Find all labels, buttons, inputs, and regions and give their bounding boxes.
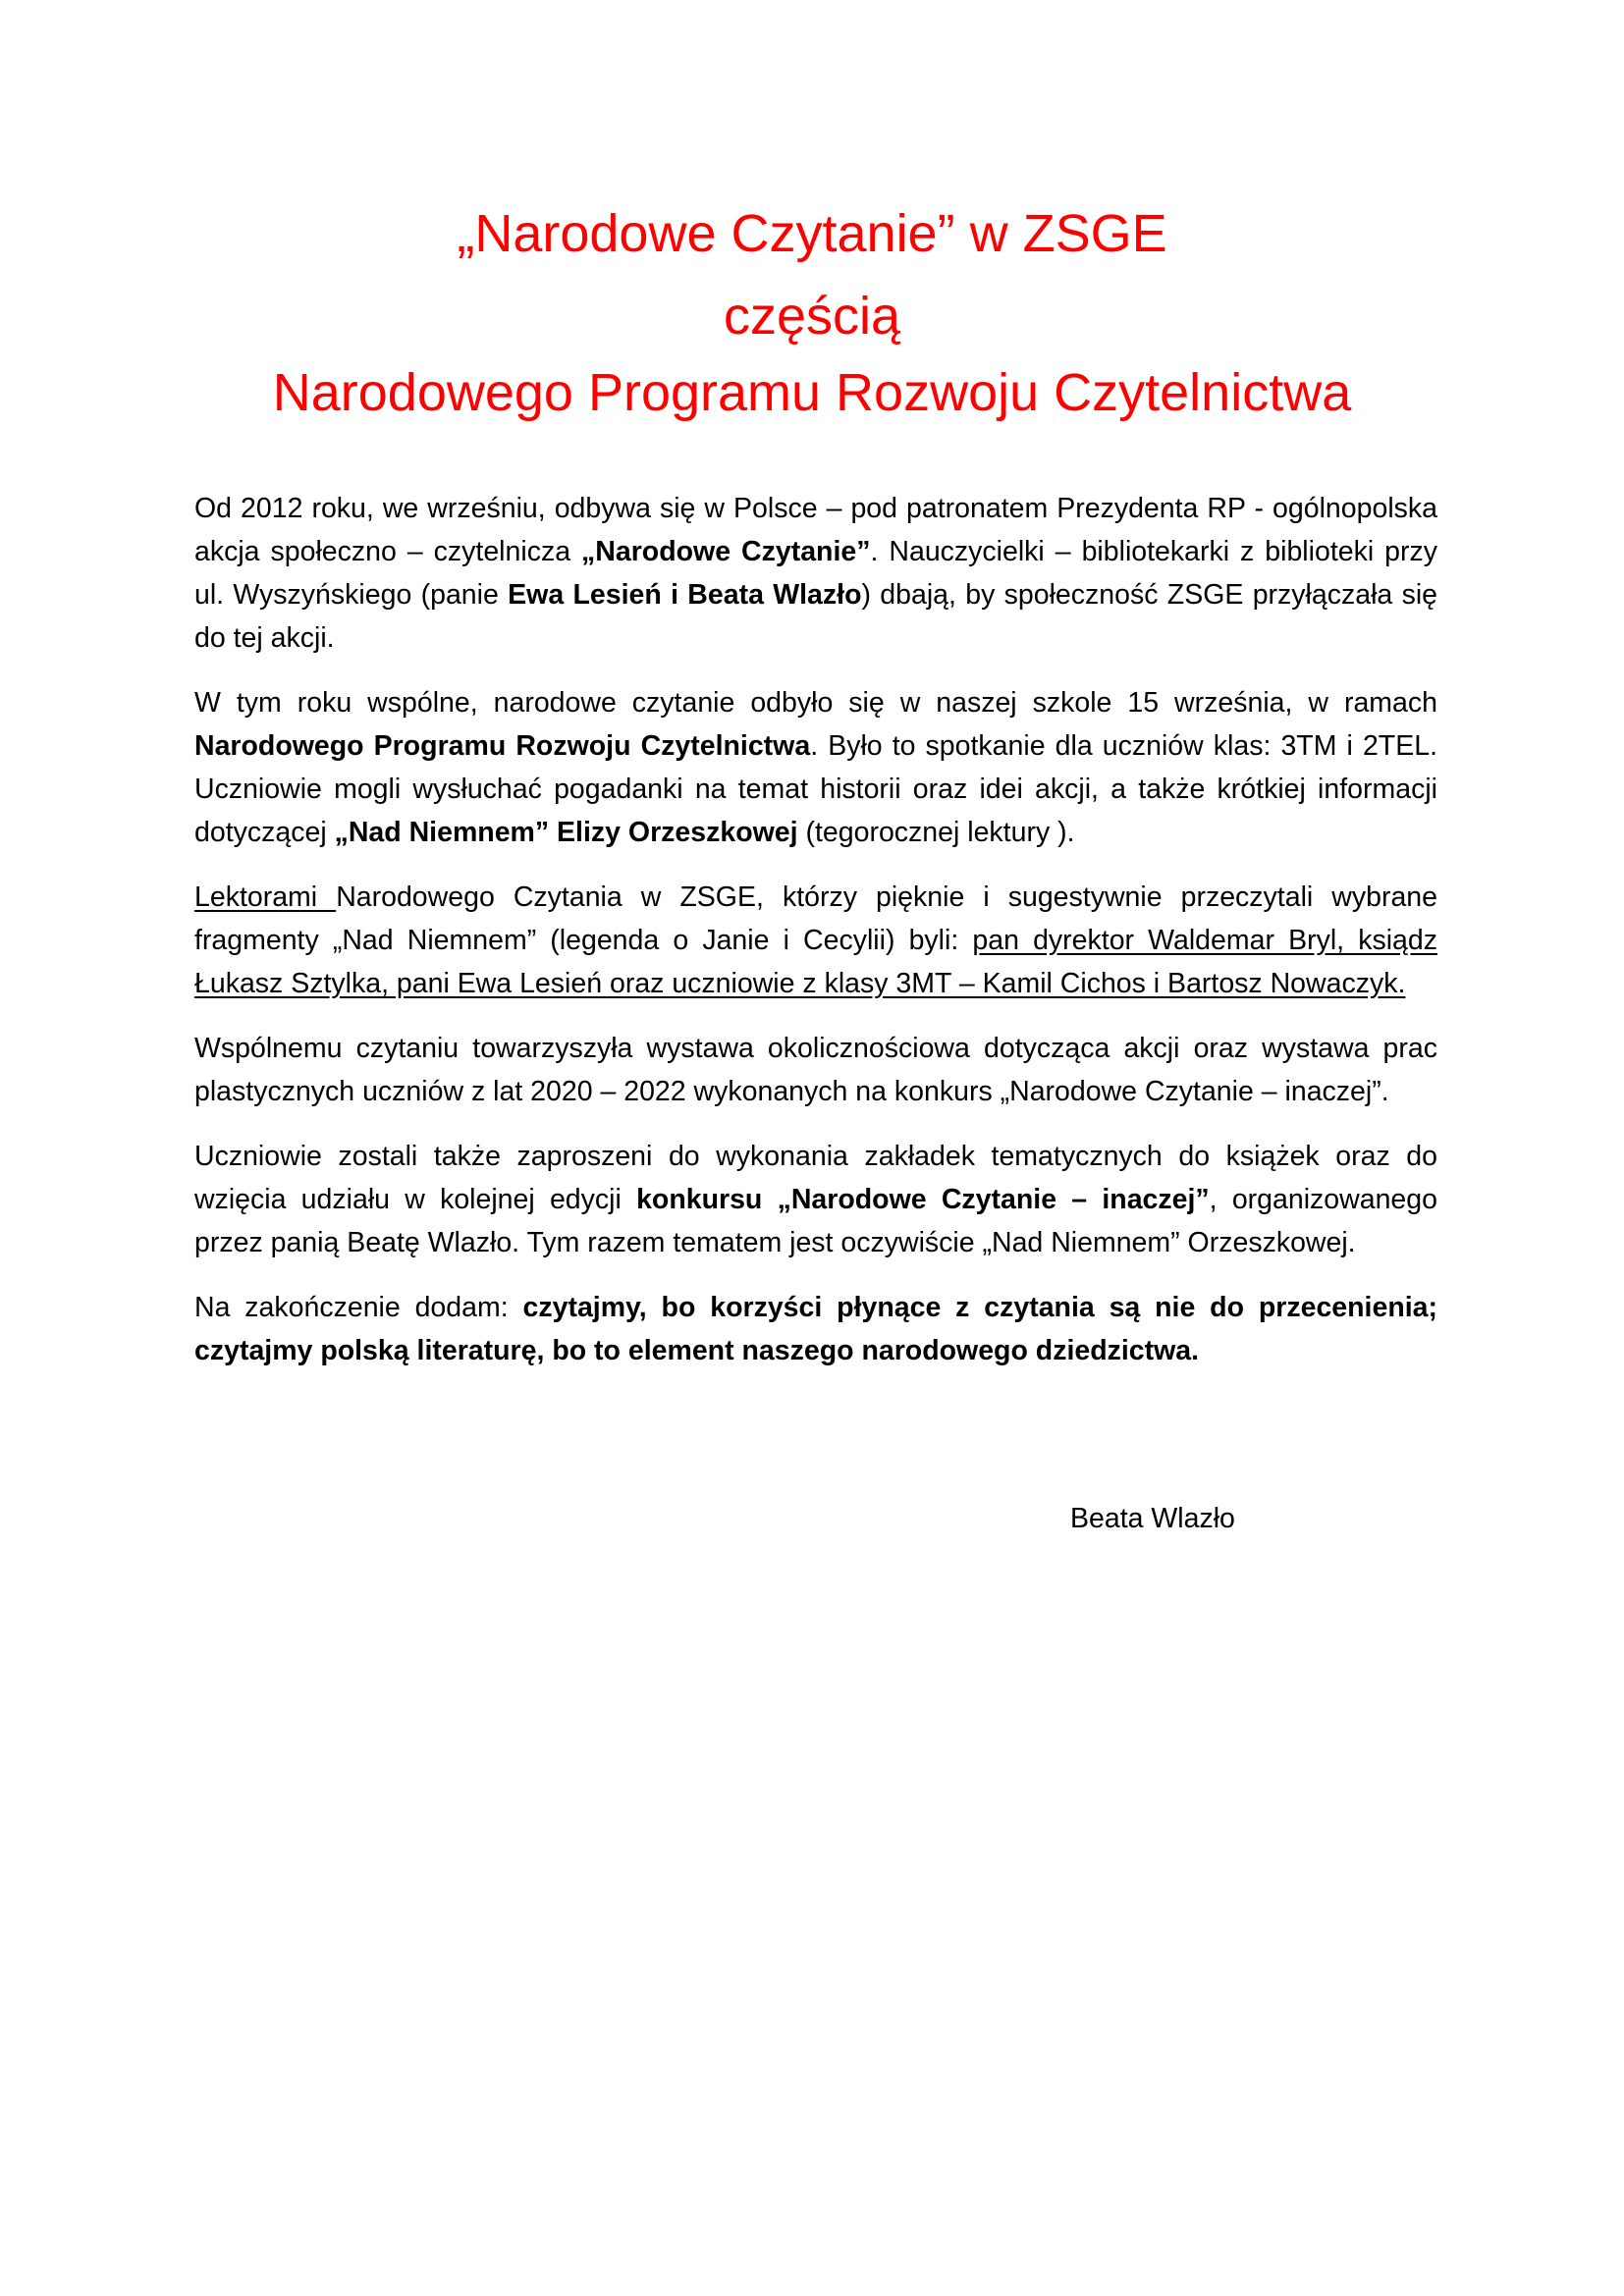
paragraph-intro: [194, 487, 1437, 660]
text-span: Narodowego Czytania w ZSGE, którzy pięknie i sugestywnie przeczytali wybrane fragmenty „Nad Niemnem” (legenda o Janie i Cecylii) byli:: [194, 881, 1437, 956]
paragraph-exhibition: [194, 1027, 1437, 1113]
text-span: . Nauczycielki – bibliotekarki z biblioteki przy ul. Wyszyńskiego (panie: [194, 536, 1437, 611]
author-signature: Beata Wlazło: [1070, 1503, 1235, 1534]
text-span: Od 2012 roku, we wrześniu, odbywa się w Polsce – pod patronatem Prezydenta RP - ogólnopolska akcja społeczno – czytelnicza: [194, 493, 1437, 567]
text-span: Na zakończenie dodam:: [194, 1292, 523, 1323]
paragraph-conclusion: [194, 1286, 1437, 1372]
title-line-1: „Narodowe Czytanie” w ZSGE: [457, 204, 1167, 263]
text-span: , organizowanego przez panią Beatę Wlazło. Tym razem tematem jest oczywiście „Nad Niemnem” Orzeszkowej.: [194, 1184, 1437, 1258]
bold-span: czytajmy, bo korzyści płynące z czytania są nie do przecenienia; czytajmy polską literaturę, bo to element naszego narodowego dziedzictwa.: [194, 1292, 1437, 1366]
bold-span: „Nad Niemnem” Elizy Orzeszkowej: [334, 817, 798, 848]
title-line-3: Narodowego Programu Rozwoju Czytelnictwa: [272, 363, 1352, 422]
text-span: (tegorocznej lektury ).: [797, 817, 1075, 848]
bold-span: Ewa Lesień i Beata Wlazło: [508, 579, 862, 611]
underlined-span: pan dyrektor Waldemar Bryl, ksiądz Łukasz Sztylka, pani Ewa Lesień oraz uczniowie z klasy 3MT – Kamil Cichos i Bartosz Nowaczyk.: [194, 925, 1437, 999]
bold-span: „Narodowe Czytanie”: [581, 536, 871, 567]
bold-span: konkursu „Narodowe Czytanie – inaczej”: [636, 1184, 1210, 1215]
text-span: ) dbają, by społeczność ZSGE przyłączała się do tej akcji.: [194, 579, 1437, 654]
paragraph-contest: [194, 1135, 1437, 1264]
bold-span: Narodowego Programu Rozwoju Czytelnictwa: [194, 730, 811, 762]
paragraph-readers: [194, 876, 1437, 1005]
underlined-span: Lektorami: [194, 881, 337, 913]
paragraph-event: [194, 681, 1437, 854]
title-line-2: częścią: [723, 287, 901, 346]
text-span: . Było to spotkanie dla uczniów klas: 3TM i 2TEL. Uczniowie mogli wysłuchać pogadanki na temat historii oraz idei akcji, a także krótkiej informacji dotyczącej: [194, 730, 1437, 848]
text-span: Uczniowie zostali także zaproszeni do wykonania zakładek tematycznych do książek oraz do wzięcia udziału w kolejnej edycji: [194, 1141, 1437, 1215]
text-span: W tym roku wspólne, narodowe czytanie odbyło się w naszej szkole 15 września, w ramach: [194, 687, 1437, 719]
article-body: [194, 487, 1437, 1394]
text-span: Wspólnemu czytaniu towarzyszyła wystawa okolicznościowa dotycząca akcji oraz wystawa prac plastycznych uczniów z lat 2020 – 2022 wykonanych na konkurs „Narodowe Czytanie – inaczej”.: [194, 1033, 1437, 1107]
